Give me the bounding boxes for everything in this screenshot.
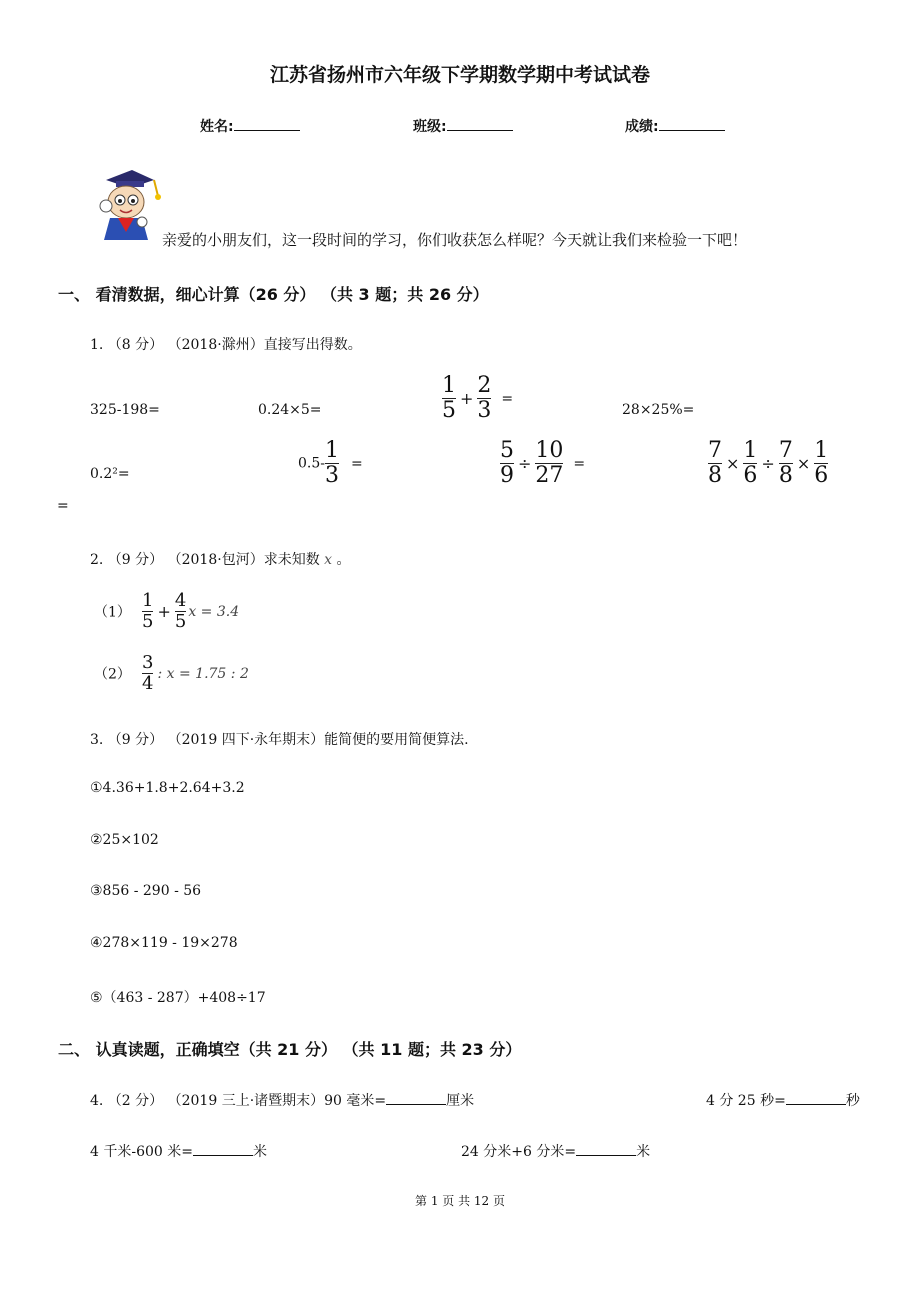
- question-3-stem: 3. （9 分） （2019 四下·永年期末）能简便的要用简便算法.: [90, 732, 469, 748]
- fraction-one-sixth-2: $\frac{1}{6}$: [814, 438, 829, 488]
- q1-item-multiplication: 0.24×5=: [258, 402, 322, 418]
- q1-item-square: 0.2²=: [90, 466, 130, 482]
- q3-item-5: ⑤（463 - 287）+408÷17: [90, 990, 266, 1006]
- q1-item-mixed-operations: $\frac{7}{8}$ × $\frac{1}{6}$ ÷ $\frac{7}{8}$ × $\frac{1}{6}$: [708, 438, 829, 488]
- cartoon-mascot-image: [92, 166, 164, 244]
- page-footer: 第 1 页 共 12 页: [415, 1194, 505, 1208]
- q1-item-fraction-division: $\frac{5}{9}$ ÷ $\frac{10}{27}$ =: [500, 438, 586, 488]
- q1-item-fraction-sum: $\frac{1}{5}$ + $\frac{2}{3}$ =: [442, 373, 514, 423]
- score-label: 成绩:: [625, 119, 659, 135]
- page-title: 江苏省扬州市六年级下学期数学期中考试试卷: [269, 64, 650, 86]
- name-label: 姓名:: [200, 119, 234, 135]
- class-label: 班级:: [413, 119, 447, 135]
- fraction-two-thirds: $\frac{2}{3}$: [477, 373, 492, 423]
- fraction-one-fifth: $\frac{1}{5}$: [442, 373, 456, 423]
- fraction-seven-eighths: $\frac{7}{8}$: [708, 438, 722, 488]
- q3-item-2: ②25×102: [90, 832, 159, 848]
- question-4-part-d: 24 分米+6 分米= 米: [461, 1141, 650, 1161]
- question-4-part-a: 4. （2 分） （2019 三上·诸暨期末）90 毫米= 厘米: [90, 1090, 474, 1110]
- q1-item-decimal-minus-fraction: 0.5- $\frac{1}{3}$ =: [298, 438, 363, 488]
- question-4-part-c: 4 千米-600 米= 米: [90, 1141, 267, 1161]
- answer-blank[interactable]: [386, 1090, 446, 1105]
- q2-equation-2: （2） $\frac{3}{4}$ : x = 1.75 : 2: [94, 652, 249, 694]
- name-field: [200, 116, 300, 136]
- class-field: [413, 116, 513, 136]
- score-field: [625, 116, 725, 136]
- q3-item-3: ③856 - 290 - 56: [90, 883, 202, 899]
- question-2-stem: 2. （9 分） （2018·包河）求未知数 x 。: [90, 552, 351, 568]
- fraction-one-sixth: $\frac{1}{6}$: [743, 438, 758, 488]
- fraction-three-fourths: $\frac{3}{4}$: [142, 652, 154, 694]
- q3-item-1: ①4.36+1.8+2.64+3.2: [90, 780, 245, 796]
- question-1-stem: 1. （8 分） （2018·滁州）直接写出得数。: [90, 337, 362, 353]
- q1-item-subtraction: 325-198=: [90, 402, 160, 418]
- fraction-one-fifth-q2: $\frac{1}{5}$: [142, 590, 154, 632]
- fraction-seven-eighths-2: $\frac{7}{8}$: [778, 438, 793, 488]
- greeting-text: 亲爱的小朋友们，这一段时间的学习，你们收获怎么样呢？今天就让我们来检验一下吧！: [162, 231, 748, 249]
- question-4-part-b: 4 分 25 秒= 秒: [706, 1090, 860, 1110]
- section-2-heading: 二、 认真读题，正确填空（共 21 分） （共 11 题；共 23 分）: [58, 1040, 522, 1059]
- answer-blank[interactable]: [786, 1090, 846, 1105]
- section-1-heading: 一、 看清数据，细心计算（26 分） （共 3 题；共 26 分）: [58, 285, 489, 304]
- name-blank[interactable]: [234, 116, 300, 131]
- q1-item-percent: 28×25%=: [622, 402, 695, 418]
- fraction-ten-twenty-sevenths: $\frac{10}{27}$: [535, 438, 564, 488]
- fraction-four-fifths: $\frac{4}{5}$: [174, 590, 187, 632]
- fraction-five-ninths: $\frac{5}{9}$: [500, 438, 514, 488]
- class-blank[interactable]: [447, 116, 513, 131]
- q2-equation-1: （1） $\frac{1}{5}$ + $\frac{4}{5}$ x = 3.4: [94, 590, 240, 632]
- variable-x: x: [324, 552, 333, 568]
- q3-item-4: ④278×119 - 19×278: [90, 935, 238, 951]
- q1-trailing-equals: =: [57, 498, 69, 514]
- answer-blank[interactable]: [576, 1141, 636, 1156]
- score-blank[interactable]: [659, 116, 725, 131]
- answer-blank[interactable]: [193, 1141, 253, 1156]
- fraction-one-third: $\frac{1}{3}$: [325, 438, 339, 488]
